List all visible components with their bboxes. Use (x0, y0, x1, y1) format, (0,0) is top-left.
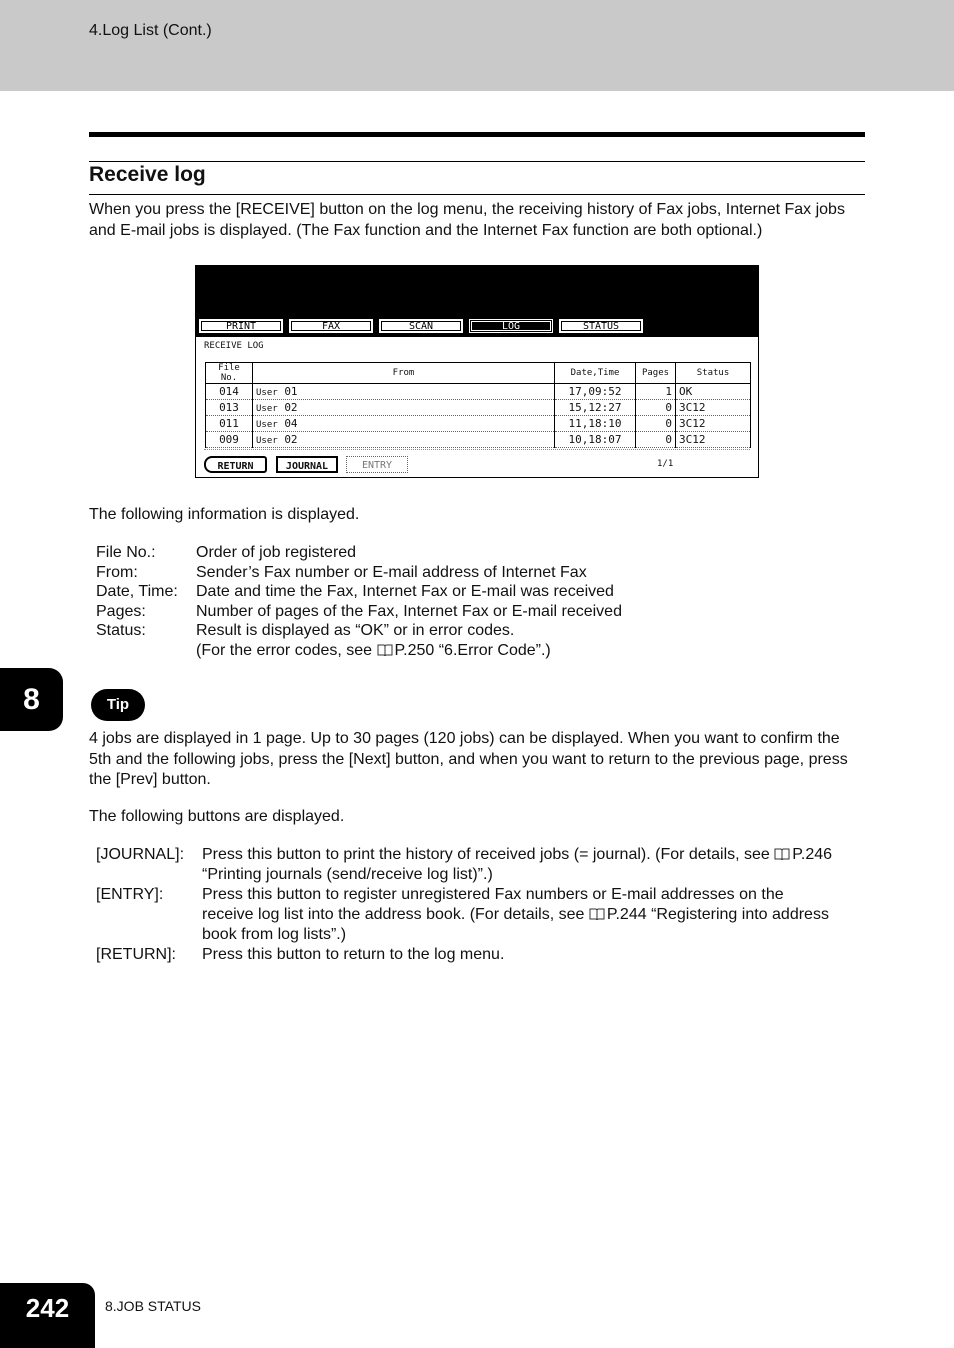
tab-print[interactable]: PRINT (199, 319, 283, 333)
info-intro: The following information is displayed. (89, 506, 360, 523)
cell-user-id: 04 (284, 417, 298, 430)
cell-status: OK (676, 384, 751, 400)
cell-date: 11,18:10 (555, 416, 636, 432)
cell-from (253, 400, 555, 416)
journal-button[interactable]: JOURNAL (276, 456, 338, 473)
list-item (96, 543, 622, 563)
receive-log-table (205, 362, 751, 448)
cell-status: 3C12 (676, 400, 751, 416)
page-number: 242 (0, 1283, 95, 1348)
cell-status: 3C12 (676, 432, 751, 448)
term: [ENTRY]: (96, 886, 164, 903)
chapter-tab: 8 (0, 668, 63, 731)
cell-from (253, 432, 555, 448)
cell-user-id: 02 (284, 433, 298, 446)
list-item (96, 621, 622, 641)
screen-separator (204, 449, 750, 450)
list-item-note (96, 641, 622, 661)
cell-pages: 0 (636, 432, 676, 448)
section-title: Receive log (89, 163, 206, 186)
cell-user: User (256, 420, 278, 430)
list-item (96, 602, 622, 622)
table-row[interactable] (206, 400, 751, 416)
description: Number of pages of the Fax, Internet Fax or E-mail received (196, 602, 622, 620)
cell-from (253, 416, 555, 432)
cell-user: User (256, 436, 278, 446)
description: Order of job registered (196, 544, 357, 561)
book-icon (589, 908, 605, 920)
term: File No.: (96, 544, 156, 561)
tab-log[interactable]: LOG (469, 319, 553, 333)
description: Press this button to print the history of received jobs (= journal). (For details, see P.246 “Printing journals (send/receive log list)”.) (202, 846, 833, 883)
cell-pages: 0 (636, 400, 676, 416)
cell-file-no: 011 (206, 416, 253, 432)
cell-from (253, 384, 555, 400)
section-divider (89, 132, 865, 137)
page-indicator: 1/1 (657, 459, 674, 469)
list-item (96, 563, 622, 583)
table-row[interactable] (206, 416, 751, 432)
cell-date: 15,12:27 (555, 400, 636, 416)
buttons-intro: The following buttons are displayed. (89, 808, 345, 825)
book-icon (377, 644, 393, 656)
cell-user: User (256, 404, 278, 414)
cell-pages: 0 (636, 416, 676, 432)
cell-date: 17,09:52 (555, 384, 636, 400)
intro-paragraph: When you press the [RECEIVE] button on the log menu, the receiving history of Fax jobs, Internet Fax jobs and E-mail jobs is displayed. (The Fax function and the Internet Fax function are both optional.) (89, 201, 845, 239)
term: From: (96, 563, 138, 581)
book-icon (774, 848, 790, 860)
description: Date and time the Fax, Internet Fax or E-mail was received (196, 583, 614, 601)
cell-date: 10,18:07 (555, 432, 636, 448)
screen-tabs (199, 319, 643, 333)
buttons-definition-list (96, 845, 866, 965)
title-rule-top (89, 161, 865, 162)
info-definition-list (96, 543, 622, 661)
header-band (0, 0, 954, 91)
description: Press this button to register unregistered Fax numbers or E-mail addresses on the receive log list into the address book. (For details, see P.244 “Registering into address book from log lists”.) (202, 886, 829, 943)
cell-file-no: 014 (206, 384, 253, 400)
col-status: Status (676, 363, 751, 384)
running-header: 4.Log List (Cont.) (89, 22, 212, 39)
screen-label: RECEIVE LOG (204, 341, 264, 351)
table-row[interactable] (206, 384, 751, 400)
description: Press this button to return to the log menu. (202, 946, 505, 963)
term: [JOURNAL]: (96, 846, 185, 863)
error-code-link[interactable]: P.250 “6.Error Code”.) (394, 641, 551, 659)
term: Pages: (96, 602, 146, 620)
entry-page-link[interactable]: P.244 “Registering into address (606, 906, 829, 923)
list-item (96, 945, 866, 965)
list-item (96, 885, 866, 945)
cell-pages: 1 (636, 384, 676, 400)
tab-scan[interactable]: SCAN (379, 319, 463, 333)
receive-log-screen (195, 265, 759, 478)
term: Date, Time: (96, 583, 178, 601)
table-header-row (206, 363, 751, 384)
col-date-time: Date,Time (555, 363, 636, 384)
table-row[interactable] (206, 432, 751, 448)
tab-status[interactable]: STATUS (559, 319, 643, 333)
error-code-note: (For the error codes, see P.250 “6.Error Code”.) (196, 641, 551, 659)
cell-file-no: 013 (206, 400, 253, 416)
cell-user-id: 01 (284, 385, 298, 398)
journal-page-link[interactable]: P.246 (792, 846, 833, 863)
list-item (96, 582, 622, 602)
tip-text: 4 jobs are displayed in 1 page. Up to 30 pages (120 jobs) can be displayed. When you want to confirm the 5th and the following jobs, press the [Next] button, and when you want to return to the previous page, press the [Prev] button. (89, 730, 848, 788)
term: [RETURN]: (96, 946, 176, 963)
description: Sender’s Fax number or E-mail address of Internet Fax (196, 563, 587, 581)
term: Status: (96, 622, 146, 640)
tab-fax[interactable]: FAX (289, 319, 373, 333)
col-pages: Pages (636, 363, 676, 384)
tip-badge: Tip (91, 689, 145, 721)
cell-status: 3C12 (676, 416, 751, 432)
return-button[interactable]: RETURN (204, 456, 267, 473)
cell-user-id: 02 (284, 401, 298, 414)
cell-user: User (256, 388, 278, 398)
col-file-no: File No. (206, 363, 253, 384)
entry-button[interactable]: ENTRY (346, 456, 408, 473)
cell-file-no: 009 (206, 432, 253, 448)
col-from: From (253, 363, 555, 384)
footer-chapter: 8.JOB STATUS (105, 1298, 201, 1314)
title-rule-bottom (89, 194, 865, 195)
list-item (96, 845, 866, 885)
description: Result is displayed as “OK” or in error codes. (196, 622, 515, 640)
